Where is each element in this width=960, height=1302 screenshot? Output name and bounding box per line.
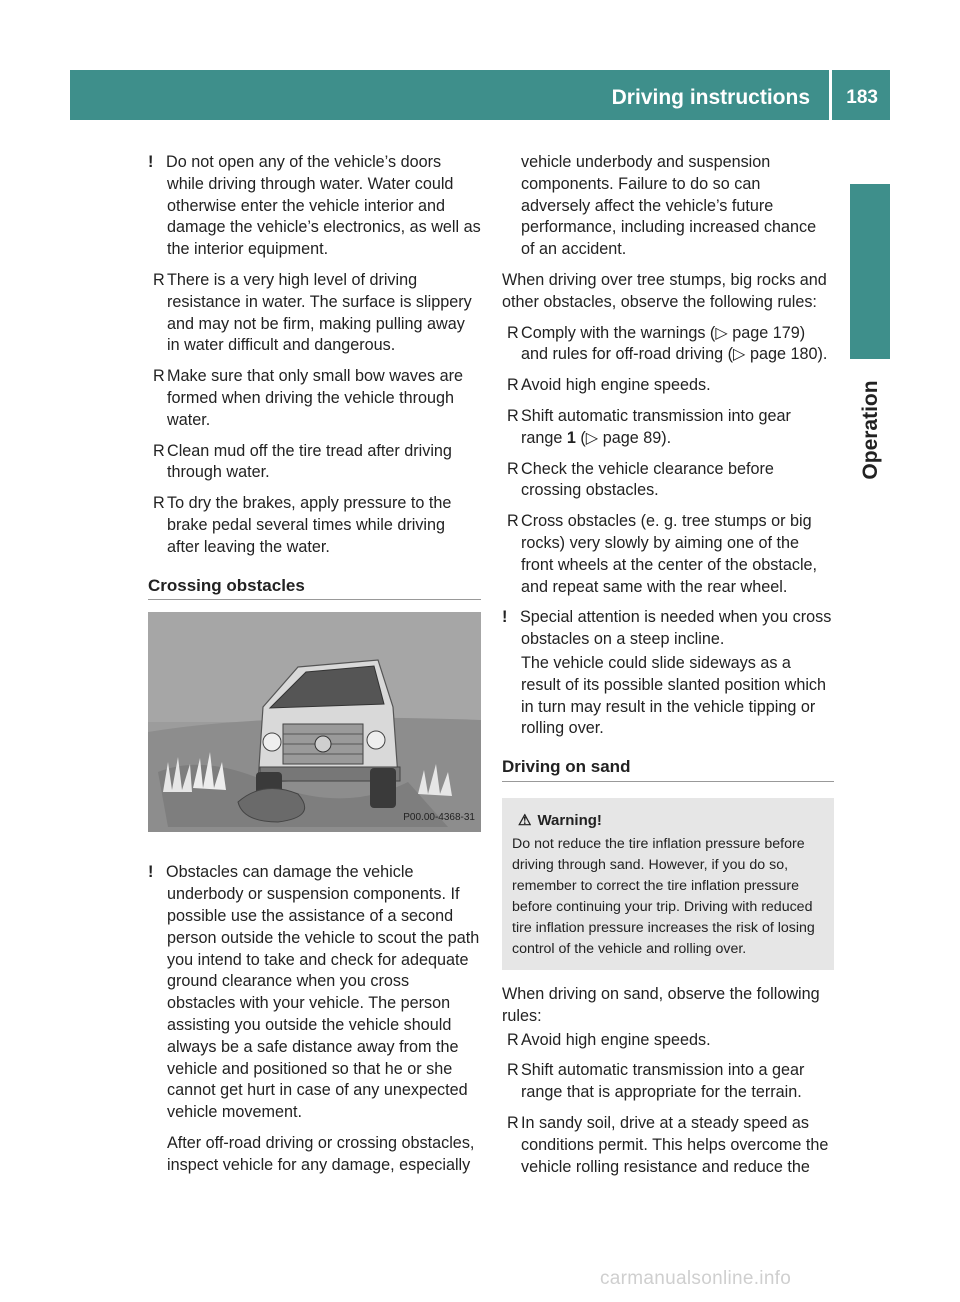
- note-obstacles-continued: After off-road driving or crossing obstacles, inspect vehicle for any damage, especially: [167, 1133, 475, 1174]
- heading-crossing-obstacles: Crossing obstacles: [148, 575, 481, 601]
- list-item-text: Shift automatic transmission into a gear range that is appropriate for the terrain.: [521, 1061, 805, 1102]
- note-doors: [148, 152, 481, 261]
- warning-title: Warning!: [537, 811, 602, 829]
- bullet-icon: R: [153, 441, 165, 460]
- warning-text: Do not reduce the tire inflation pressure before driving through sand. However, if you do so, remember to correct the tire inflation pressure before continuing your trip. Driving with reduced tire inflation pressure increases the risk of losing control of the vehicle and rolling over.: [512, 835, 815, 957]
- bullet-icon: R: [507, 1113, 519, 1132]
- list-item-text: Cross obstacles (e. g. tree stumps or big rocks) very slowly by aiming one of the front wheels at the center of the obstacle, and repeat same with the rear wheel.: [521, 512, 818, 596]
- right-column: [502, 152, 834, 1187]
- list-item: [502, 1113, 834, 1178]
- figure-code: P00.00-4368-31: [403, 811, 475, 823]
- header-divider: [829, 70, 832, 120]
- heading-driving-on-sand: Driving on sand: [502, 756, 834, 782]
- list-item-text: Avoid high engine speeds.: [521, 1030, 711, 1049]
- chapter-tab-marker: [850, 184, 890, 359]
- vehicle-obstacle-illustration: [148, 612, 481, 832]
- bullet-icon: R: [507, 323, 519, 342]
- section-title: Driving instructions: [611, 86, 810, 109]
- exclamation-icon: !: [148, 863, 154, 882]
- list-item: [502, 406, 834, 450]
- list-item: [502, 375, 834, 397]
- paragraph-continued: vehicle underbody and suspension components. Failure to do so can adversely affect the vehicle’s future performance, including increased chance of an accident.: [521, 153, 817, 259]
- header-bar: [70, 70, 890, 120]
- list-item-text: Comply with the warnings (▷ page 179) and rules for off-road driving (▷ page 180).: [521, 323, 828, 364]
- bullet-icon: R: [507, 1061, 519, 1080]
- page-number: 183: [846, 87, 878, 108]
- warning-box: [502, 798, 834, 970]
- exclamation-icon: !: [502, 608, 508, 627]
- bullet-icon: R: [507, 459, 519, 478]
- list-item-text: Avoid high engine speeds.: [521, 376, 711, 395]
- bullet-icon: R: [153, 494, 165, 513]
- warning-triangle-icon: ⚠: [518, 811, 532, 829]
- list-item: [502, 1030, 834, 1052]
- note-incline-text: Special attention is needed when you cross obstacles on a steep incline.: [520, 608, 832, 649]
- list-item: [148, 366, 481, 431]
- list-item: [148, 441, 481, 485]
- illustration-graphic: [148, 612, 481, 832]
- list-item-text: There is a very high level of driving resistance in water. The surface is slippery and may not be firm, making pulling away in water difficult and dangerous.: [167, 270, 472, 355]
- list-item-text: To dry the brakes, apply pressure to the brake pedal several times while driving after leaving the water.: [167, 494, 452, 556]
- list-item: [148, 493, 481, 558]
- note-incline: [502, 607, 834, 651]
- list-item-text: In sandy soil, drive at a steady speed as conditions permit. This helps overcome the vehicle rolling resistance and reduce the: [521, 1113, 829, 1176]
- sand-intro: When driving on sand, observe the following rules:: [502, 984, 820, 1025]
- bullet-icon: R: [153, 270, 165, 289]
- list-item-text: Clean mud off the tire tread after driving through water.: [167, 441, 452, 482]
- list-item-text: Make sure that only small bow waves are formed when driving the vehicle through water.: [167, 367, 463, 429]
- bullet-icon: R: [153, 367, 165, 386]
- chapter-label-text: Operation: [859, 380, 882, 480]
- list-item: [502, 323, 834, 367]
- list-item-text: Check the vehicle clearance before crossing obstacles.: [521, 459, 774, 500]
- bullet-icon: R: [507, 376, 519, 395]
- exclamation-icon: !: [148, 153, 154, 171]
- chapter-tab-label: [846, 370, 896, 490]
- bullet-icon: R: [507, 512, 519, 531]
- list-item-text: (▷ page 89).: [575, 428, 672, 447]
- left-column: [148, 152, 481, 1186]
- list-item: [502, 511, 834, 598]
- list-item: [502, 459, 834, 503]
- note-incline-continued: The vehicle could slide sideways as a result of its possible slanted position which in turn may result in the vehicle tipping or rolling over.: [521, 653, 827, 738]
- gear-range-number: 1: [566, 428, 576, 447]
- bullet-icon: R: [507, 406, 519, 425]
- watermark: carmanualsonline.info: [600, 1268, 792, 1289]
- note-obstacles-text: Obstacles can damage the vehicle underbody or suspension components. If possible use the assistance of a second person outside the vehicle to scout the path you intend to take and check for adequate ground clearance when you cross obstacles with your vehicle. The person assisting you outside the vehicle should always be a safe distance away from the vehicle and positioned so that he or she cannot get hurt in case of any unexpected vehicle movement.: [166, 863, 480, 1122]
- bullet-icon: R: [507, 1030, 519, 1049]
- list-item: [148, 270, 481, 357]
- note-doors-text: Do not open any of the vehicle’s doors while driving through water. Water could otherwise enter the vehicle interior and damage the vehicle’s electronics, as well as the interior equipment.: [166, 153, 481, 259]
- warning-header: [512, 810, 824, 831]
- list-item: [502, 1060, 834, 1104]
- list-item-text: Shift automatic transmission into gear range: [521, 406, 791, 447]
- note-obstacles: [148, 862, 481, 1124]
- obstacles-intro: When driving over tree stumps, big rocks and other obstacles, observe the following rules:: [502, 270, 827, 311]
